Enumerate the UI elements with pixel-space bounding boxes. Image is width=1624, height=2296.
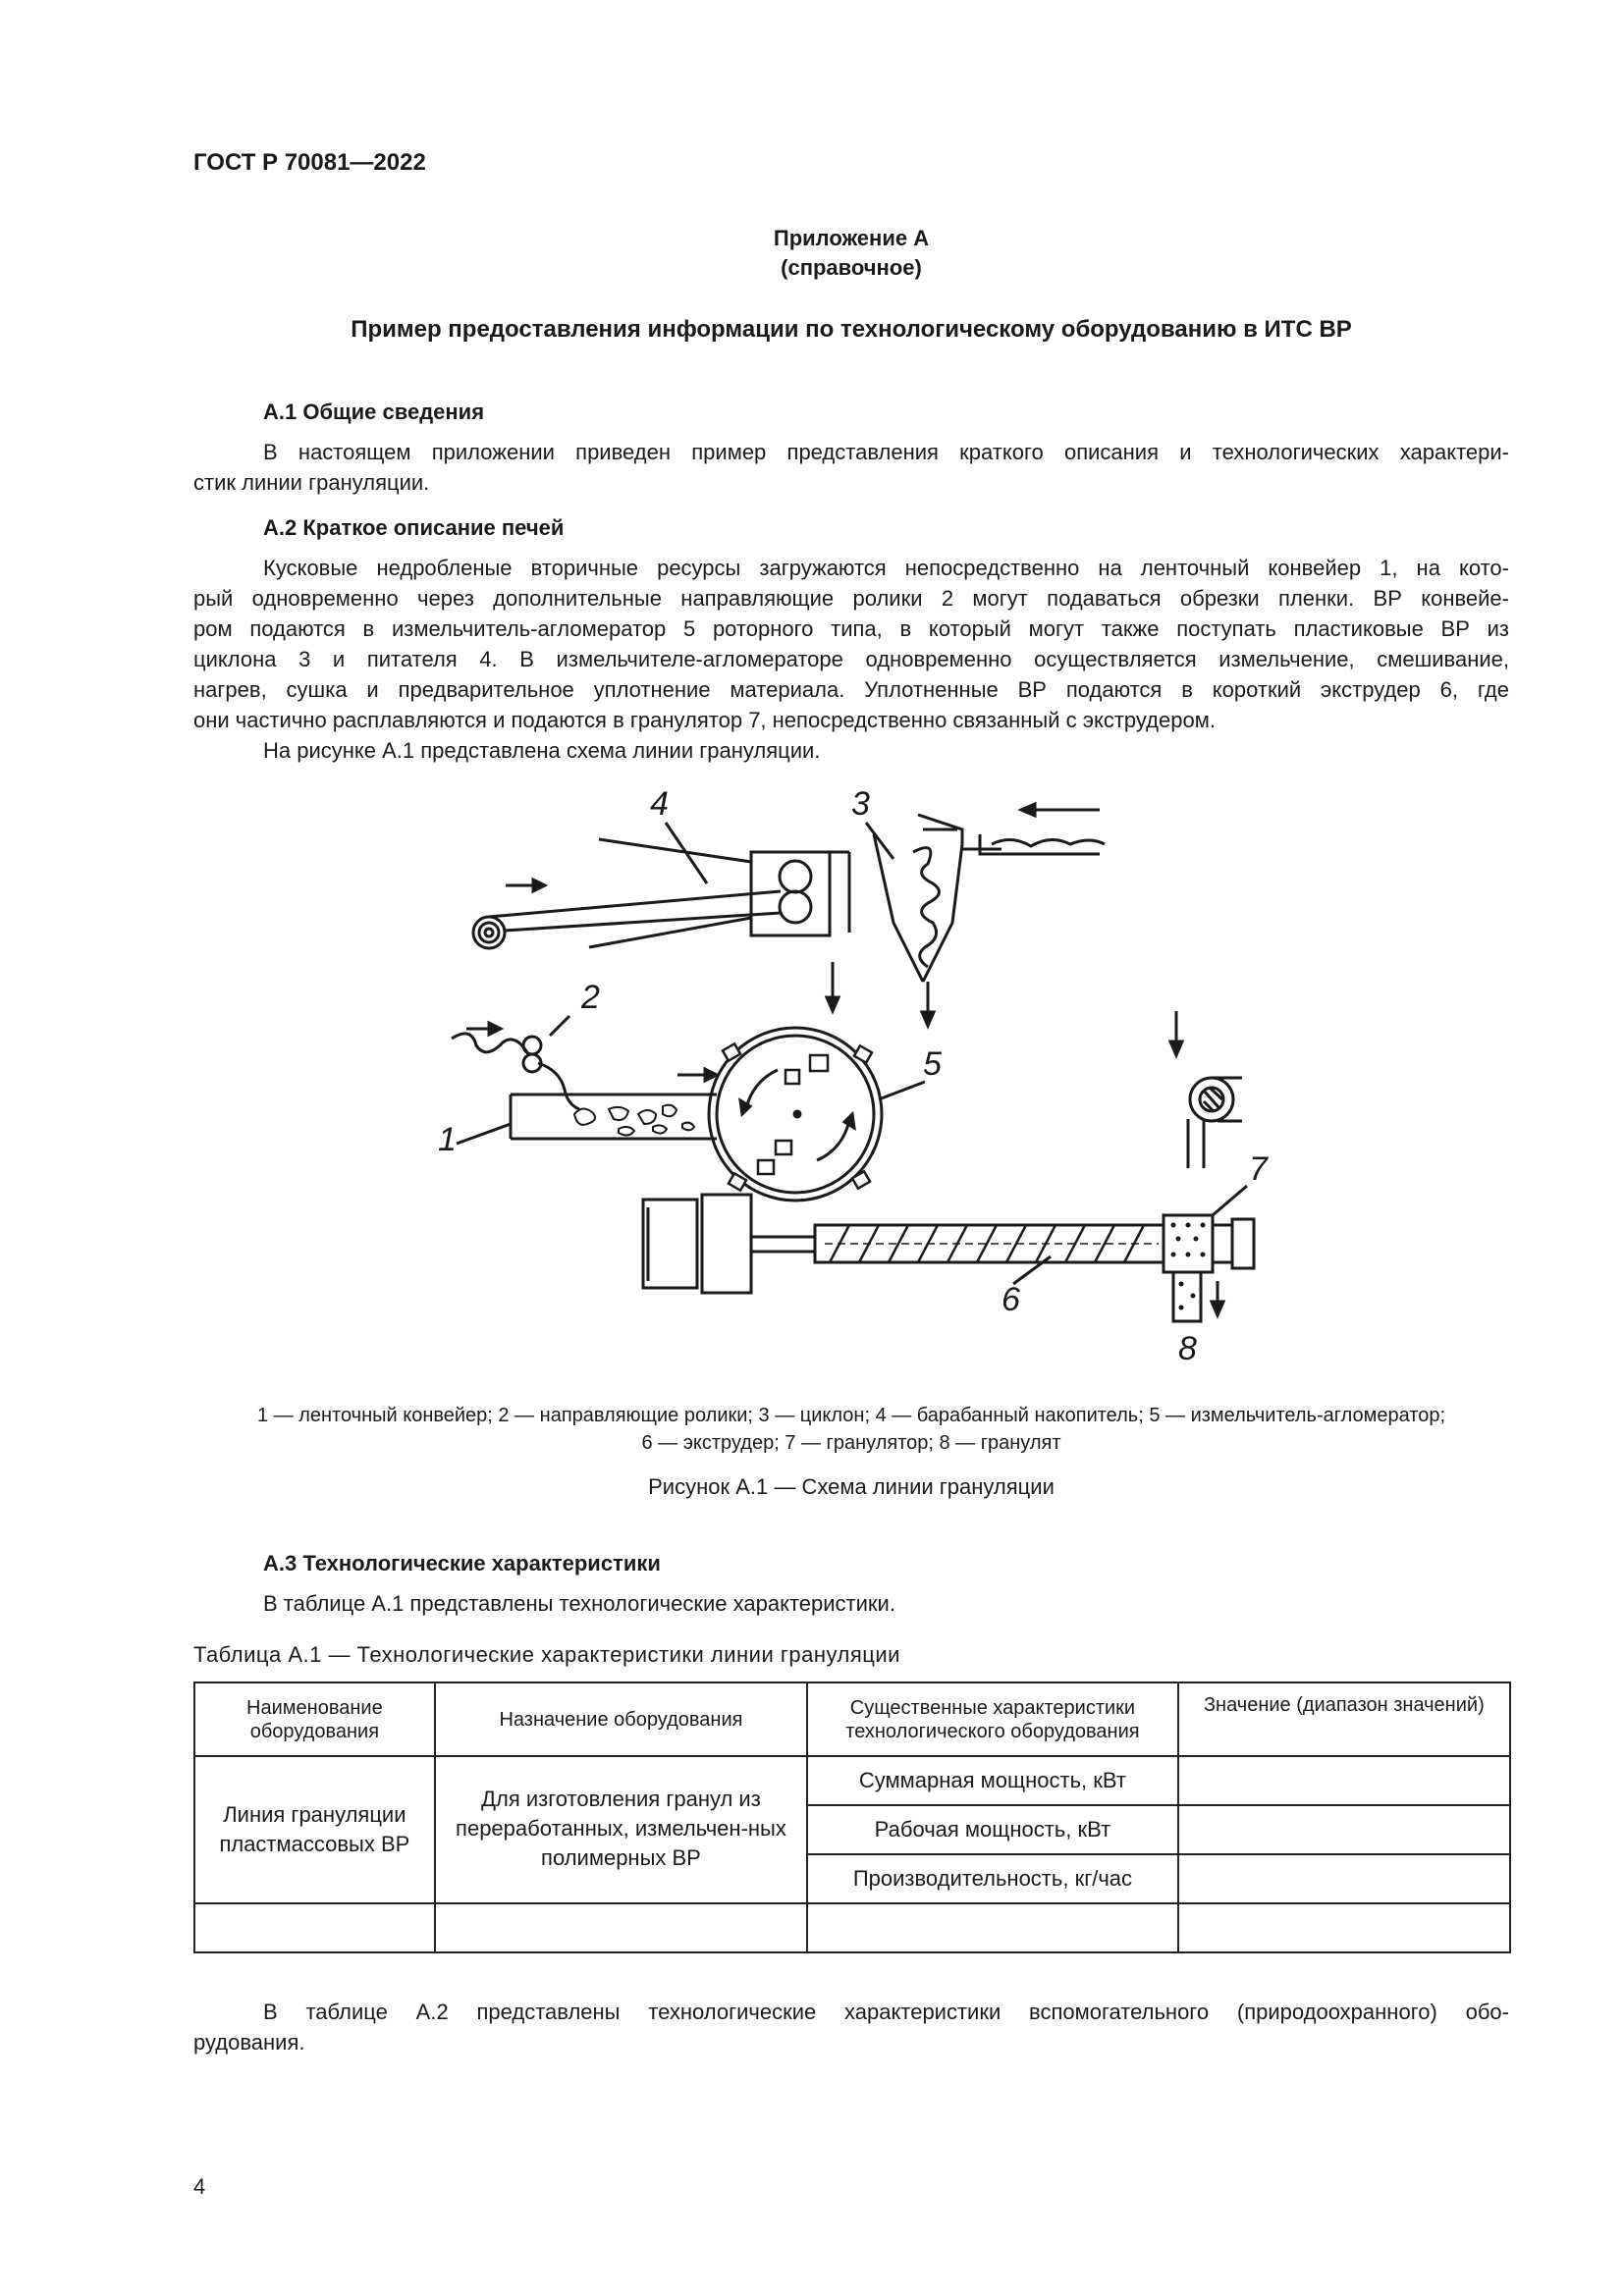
label-2: 2	[581, 979, 600, 1016]
characteristics-table	[193, 1682, 1511, 1953]
header-equipment: Наименование оборудования	[194, 1682, 435, 1756]
text-line: Кусковые недробленые вторичные ресурсы загружаются непосредственно на ленточный конвейер 1, на кото-	[263, 556, 1509, 580]
cell-characteristic: Производительность, кг/час	[807, 1854, 1178, 1903]
cell-empty	[194, 1903, 435, 1952]
granulation-line-diagram	[412, 775, 1296, 1384]
text-line: ром подаются в измельчитель-агломератор 5 роторного типа, в который могут также поступать пластиковые ВР из	[193, 616, 1509, 641]
text-line: они частично расплавляются и подаются в гранулятор 7, непосредственно связанный с экструдером.	[193, 708, 1216, 732]
text-line: рый одновременно через дополнительные направляющие ролики 2 могут подаваться обрезки пленки. ВР конвейе-	[193, 586, 1509, 611]
appendix-title: Приложение А	[773, 226, 930, 250]
label-5: 5	[923, 1045, 942, 1083]
text-line: рудования.	[193, 2030, 305, 2055]
table-caption: Таблица А.1 — Технологические характеристики линии грануляции	[193, 1642, 900, 1667]
closing-paragraph	[193, 1997, 1509, 2057]
section-a3-heading: А.3 Технологические характеристики	[263, 1551, 661, 1575]
text-line: циклона 3 и питателя 4. В измельчителе-агломераторе одновременно осуществляется измельчение, смешивание,	[193, 647, 1509, 671]
section-a1-paragraph	[193, 437, 1509, 498]
cell-value	[1178, 1756, 1510, 1805]
text-line: На рисунке А.1 представлена схема линии грануляции.	[263, 738, 821, 763]
document-id: ГОСТ Р 70081—2022	[193, 149, 426, 176]
header-value: Значение (диапазон значений)	[1178, 1682, 1510, 1756]
label-6: 6	[1001, 1281, 1020, 1318]
cell-purpose: Для изготовления гранул из переработанных, измельчен-ных полимерных ВР	[435, 1756, 807, 1903]
cell-empty	[807, 1903, 1178, 1952]
section-a2-paragraph	[193, 553, 1509, 766]
label-8: 8	[1178, 1330, 1197, 1367]
cell-empty	[1178, 1903, 1510, 1952]
appendix-heading	[193, 224, 1509, 283]
section-a2-heading: А.2 Краткое описание печей	[263, 515, 565, 540]
cell-equipment: Линия грануляции пластмассовых ВР	[194, 1756, 435, 1903]
header-characteristics: Существенные характеристики технологического оборудования	[807, 1682, 1178, 1756]
section-a1-heading: А.1 Общие сведения	[263, 400, 485, 424]
page-number: 4	[193, 2174, 206, 2199]
appendix-subtitle: (справочное)	[781, 255, 922, 280]
label-3: 3	[851, 785, 870, 823]
label-1: 1	[438, 1121, 457, 1158]
text-line: В таблице А.2 представлены технологические характеристики вспомогательного (природоохранного) обо-	[263, 2000, 1509, 2024]
cell-value	[1178, 1854, 1510, 1903]
text-line: В настоящем приложении приведен пример представления краткого описания и технологических характери-	[263, 440, 1509, 464]
table-row	[194, 1756, 1510, 1805]
legend-line: 1 — ленточный конвейер; 2 — направляющие ролики; 3 — циклон; 4 — барабанный накопитель; 5 — измельчитель-агломератор;	[256, 1405, 1446, 1426]
cell-empty	[435, 1903, 807, 1952]
figure-caption: Рисунок А.1 — Схема линии грануляции	[648, 1474, 1055, 1499]
label-4: 4	[650, 785, 669, 823]
figure-legend	[193, 1402, 1509, 1457]
cell-characteristic: Суммарная мощность, кВт	[807, 1756, 1178, 1805]
text-line: нагрев, сушка и предварительное уплотнение материала. Уплотненные ВР подаются в короткий экструдер 6, где	[193, 677, 1509, 702]
table-row	[194, 1903, 1510, 1952]
cell-characteristic: Рабочая мощность, кВт	[807, 1805, 1178, 1854]
main-title: Пример предоставления информации по технологическому оборудованию в ИТС ВР	[351, 316, 1352, 343]
header-purpose: Назначение оборудования	[435, 1682, 807, 1756]
text-line: стик линии грануляции.	[193, 470, 430, 495]
section-a3-text: В таблице А.1 представлены технологические характеристики.	[263, 1591, 895, 1616]
table-header-row	[194, 1682, 1510, 1756]
label-7: 7	[1249, 1150, 1268, 1188]
cell-value	[1178, 1805, 1510, 1854]
legend-line: 6 — экструдер; 7 — гранулятор; 8 — гранулят	[641, 1432, 1061, 1454]
